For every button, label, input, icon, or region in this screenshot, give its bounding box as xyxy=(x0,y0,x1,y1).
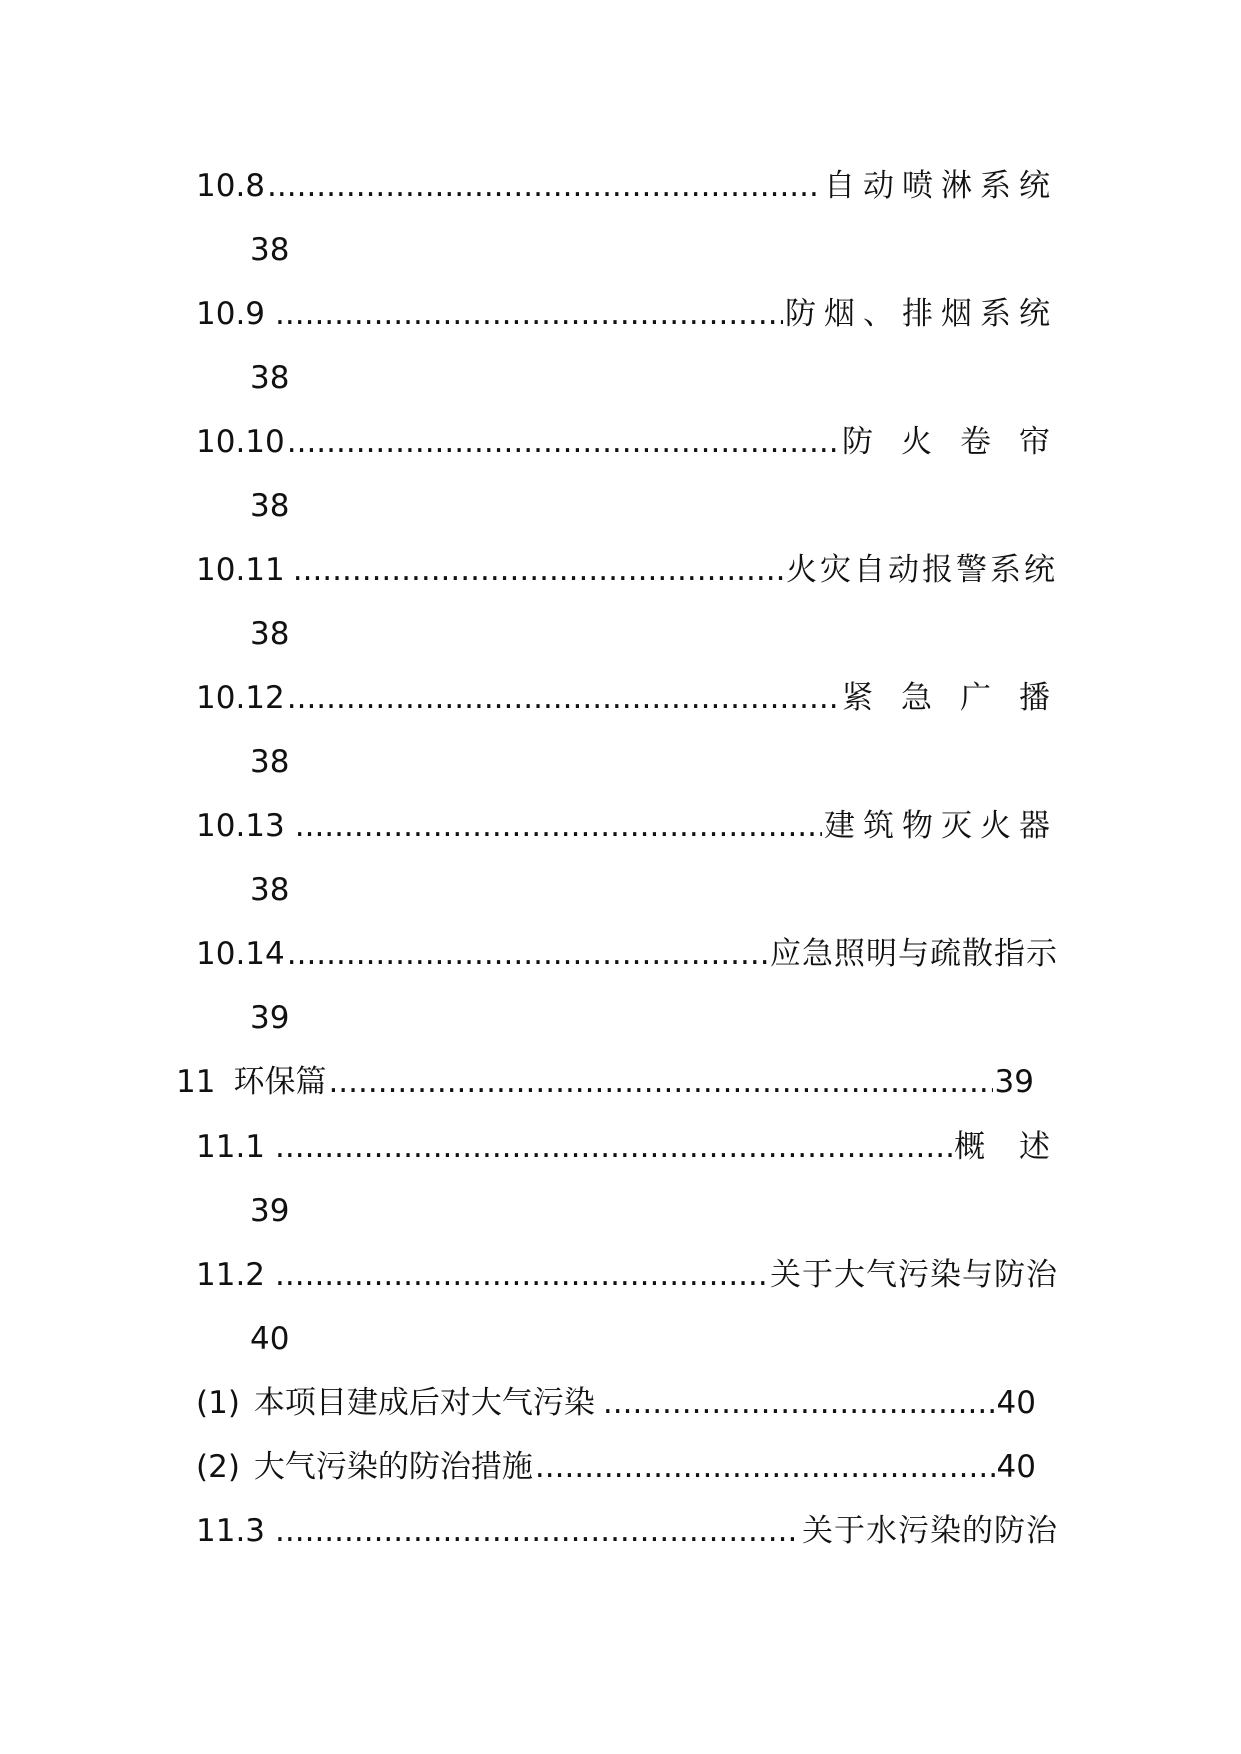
toc-page-number: 40 xyxy=(250,1321,290,1357)
toc-entry-number: 11.2 xyxy=(196,1257,266,1293)
toc-entry-title: 应急照明与疏散指示 xyxy=(770,936,1058,972)
toc-entry-number: 10.10 xyxy=(196,424,285,460)
toc-leader-dots xyxy=(295,804,822,848)
toc-entry-title: 自动喷淋系统 xyxy=(824,168,1058,204)
toc-entry-10-14 xyxy=(196,932,1058,976)
toc-leader-dots xyxy=(287,420,840,464)
toc-entry-number: 10.8 xyxy=(196,168,266,204)
toc-entry-title: 环保篇 xyxy=(233,1064,327,1100)
toc-entry-number: (2) xyxy=(196,1449,240,1485)
toc-entry-number: 10.11 xyxy=(196,552,285,588)
toc-leader-dots xyxy=(275,1125,952,1169)
toc-leader-dots xyxy=(287,932,768,976)
toc-leader-dots xyxy=(275,1253,768,1297)
toc-page-number: 40 xyxy=(996,1385,1036,1421)
toc-entry-number: 10.14 xyxy=(196,936,285,972)
toc-subentry-2 xyxy=(196,1445,1036,1489)
toc-page-number: 39 xyxy=(250,1193,290,1229)
toc-entry-title: 关于水污染的防治 xyxy=(802,1513,1058,1549)
toc-entry-number: 10.12 xyxy=(196,680,285,716)
toc-entry-number: 11 xyxy=(176,1064,216,1100)
toc-entry-title: 概 述 xyxy=(954,1129,1058,1165)
toc-entry-10-11 xyxy=(196,548,1058,592)
toc-page-number: 39 xyxy=(994,1064,1034,1100)
toc-page-number: 38 xyxy=(250,488,290,524)
toc-entry-title: 防烟、排烟系统 xyxy=(785,296,1058,332)
toc-entry-10-8 xyxy=(196,164,1058,208)
toc-entry-number: 11.1 xyxy=(196,1129,266,1165)
toc-entry-10-9 xyxy=(196,292,1058,336)
toc-entry-title: 建筑物灭火器 xyxy=(824,808,1058,844)
toc-entry-title: 紧急广播 xyxy=(842,680,1078,716)
toc-entry-11-3 xyxy=(196,1509,1058,1553)
toc-entry-10-10 xyxy=(196,420,1078,464)
toc-page-number: 39 xyxy=(250,1000,290,1036)
toc-entry-title: 大气污染的防治措施 xyxy=(253,1449,533,1485)
toc-page-number: 38 xyxy=(250,616,290,652)
toc-leader-dots xyxy=(328,1060,992,1104)
toc-entry-title: 本项目建成后对大气污染 xyxy=(253,1385,595,1421)
toc-entry-number: 11.3 xyxy=(196,1513,266,1549)
toc-entry-number: 10.13 xyxy=(196,808,285,844)
toc-page-number: 38 xyxy=(250,872,290,908)
toc-entry-title: 防火卷帘 xyxy=(842,424,1078,460)
toc-leader-dots xyxy=(293,548,784,592)
toc-leader-dots xyxy=(287,676,840,720)
toc-leader-dots xyxy=(535,1445,995,1489)
toc-page-number: 38 xyxy=(250,232,290,268)
toc-entry-title: 火灾自动报警系统 xyxy=(786,552,1058,588)
toc-entry-10-12 xyxy=(196,676,1078,720)
toc-page-number: 38 xyxy=(250,744,290,780)
toc-entry-title: 关于大气污染与防治 xyxy=(770,1257,1058,1293)
toc-page-number: 38 xyxy=(250,360,290,396)
toc-entry-11-2 xyxy=(196,1253,1058,1297)
toc-leader-dots xyxy=(275,1509,800,1553)
toc-leader-dots xyxy=(603,1381,995,1425)
toc-entry-number: 10.9 xyxy=(196,296,266,332)
toc-leader-dots xyxy=(275,292,783,336)
toc-subentry-1 xyxy=(196,1381,1036,1425)
toc-entry-10-13 xyxy=(196,804,1058,848)
toc-entry-11-1 xyxy=(196,1125,1058,1169)
toc-chapter-11 xyxy=(176,1060,1034,1104)
toc-entry-number: (1) xyxy=(196,1385,240,1421)
toc-page-number: 40 xyxy=(996,1449,1036,1485)
toc-leader-dots xyxy=(267,164,822,208)
